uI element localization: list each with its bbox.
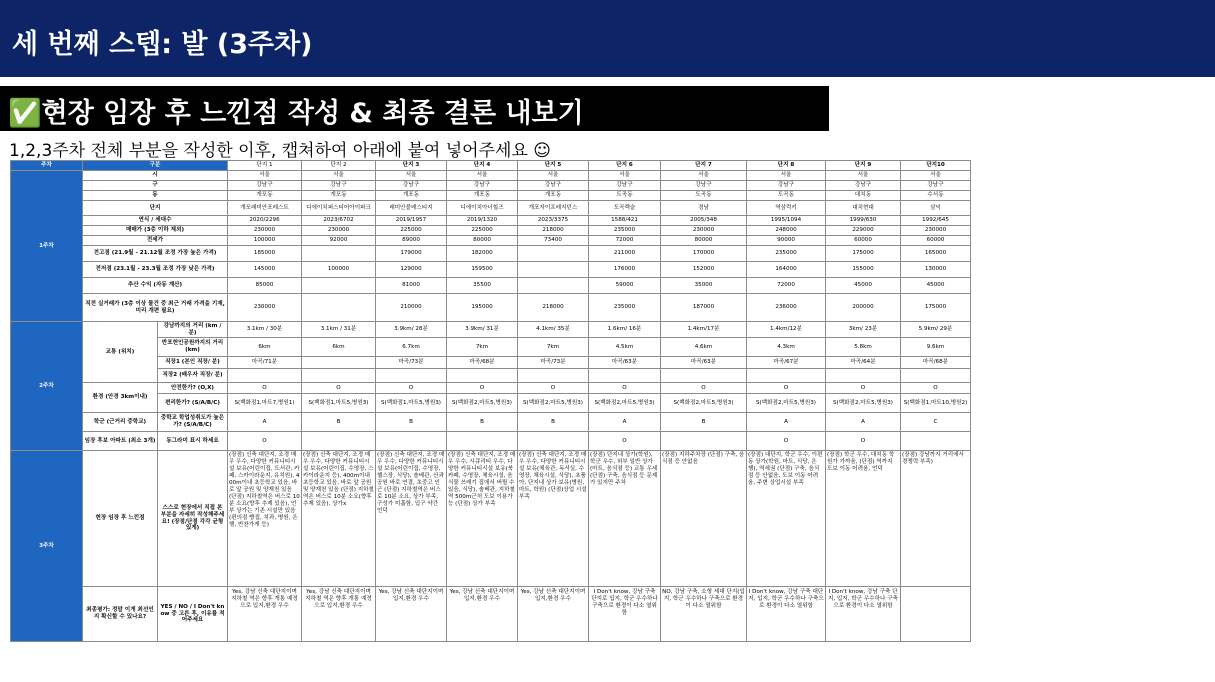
- table-cell: 230000: [228, 294, 302, 322]
- table-cell: 100000: [228, 236, 302, 246]
- table-cell: C: [901, 413, 971, 432]
- table-cell: 서울: [376, 171, 447, 181]
- table-cell: 195000: [447, 294, 518, 322]
- table-cell: 45000: [826, 278, 901, 294]
- table-cell: [447, 432, 518, 451]
- table-cell: 마곡/63분: [589, 357, 661, 369]
- group-label: 환경 (안경 3km이내): [83, 383, 158, 413]
- final-cell: I Don't know, 강남 구축 단지, 입지, 학군 우수하나 구축으로 환경이 다소 열위함: [826, 587, 901, 642]
- table-cell: 230000: [302, 226, 376, 236]
- final-cell: NO, 강남 구축, 소형 세대 단지(입지, 학군 우수하나 구축으로 환경이 다소 열위함: [661, 587, 747, 642]
- impression-cell: (장점) 신축 대단지, 조경 매우 우수, 시큐리티 우수, 다양한 커뮤니티시설 보유(북카페, 수영장, 체육시설, 음식물 쓰레기 집에서 버릴 수 있음, 식당), 솔베관, 지하철 역 500m근처 도보 이용가능 (단점) 상가 부족: [447, 451, 518, 587]
- table-cell: 서울: [901, 171, 971, 181]
- table-cell: O: [826, 432, 901, 451]
- complex-header: 단지 9: [826, 161, 901, 171]
- table-cell: A: [589, 413, 661, 432]
- table-cell: 129000: [376, 262, 447, 278]
- table-cell: A: [747, 413, 826, 432]
- table-cell: 서울: [661, 171, 747, 181]
- table-cell: O: [747, 383, 826, 394]
- table-cell: 185000: [228, 246, 302, 262]
- row-sublabel: YES / NO / I Don't know 중 고른 후, 이유를 적어주세요: [158, 587, 228, 642]
- table-row: [11, 413, 971, 432]
- row-label: 전세가: [83, 236, 228, 246]
- table-cell: [518, 432, 589, 451]
- table-cell: 래미안블레스티지: [376, 201, 447, 216]
- table-cell: O: [747, 432, 826, 451]
- final-cell: Yes, 강남 신축 대단지이며 입지,환경 우수: [376, 587, 447, 642]
- complex-header: 단지 4: [447, 161, 518, 171]
- table-cell: O: [901, 383, 971, 394]
- row-sublabel: 직장1 (본인 직장/ 분): [158, 357, 228, 369]
- table-cell: 90000: [747, 236, 826, 246]
- table-cell: 마곡/68분: [447, 357, 518, 369]
- table-cell: A: [228, 413, 302, 432]
- table-cell: 디에이치퍼스티어아이파크: [302, 201, 376, 216]
- table-cell: [661, 432, 747, 451]
- table-cell: A: [826, 413, 901, 432]
- table-cell: 대치현대: [826, 201, 901, 216]
- table-cell: [518, 262, 589, 278]
- row-label: 직전 실거래가 (3층 이상 물건 중 최근 거래 가격을 기재, 미리 개편 필요): [83, 294, 228, 322]
- week-header: 주차: [11, 161, 83, 171]
- table-cell: O: [228, 383, 302, 394]
- table-cell: 마곡/73분: [376, 357, 447, 369]
- table-cell: 강남구: [747, 181, 826, 191]
- spreadsheet-capture: [10, 160, 970, 670]
- table-cell: [302, 432, 376, 451]
- table-row: [11, 191, 971, 201]
- table-cell: 3.1km / 30분: [228, 322, 302, 338]
- table-cell: 3km/ 23분: [826, 322, 901, 338]
- table-row: [11, 432, 971, 451]
- table-cell: B: [661, 413, 747, 432]
- complex-header: 단지10: [901, 161, 971, 171]
- week-label: 2주차: [11, 322, 83, 451]
- table-cell: B: [376, 413, 447, 432]
- table-row: [11, 383, 971, 394]
- table-cell: 187000: [661, 294, 747, 322]
- table-cell: 165000: [901, 246, 971, 262]
- table-cell: 마곡/73분: [518, 357, 589, 369]
- section-banner: [0, 86, 829, 131]
- table-cell: 6km: [302, 338, 376, 357]
- row-sublabel: 동그라미 표시 하세요: [158, 432, 228, 451]
- table-cell: 6km: [228, 338, 302, 357]
- table-cell: 서울: [302, 171, 376, 181]
- table-cell: 개포래미안포레스트: [228, 201, 302, 216]
- final-cell: I Don't know, 강남 구축 대단지, 입지, 학군 우수하나 구축으로 환경이 다소 열위함: [747, 587, 826, 642]
- complex-header: 단지 6: [589, 161, 661, 171]
- table-cell: [518, 278, 589, 294]
- table-cell: 3.9km/ 28분: [376, 322, 447, 338]
- final-cell: Yes, 강남 신축 대단지이며 지하철 역은 향후 개통 예정으로 입지,환경 우수: [302, 587, 376, 642]
- table-cell: 175000: [901, 294, 971, 322]
- table-cell: 92000: [302, 236, 376, 246]
- table-row: [11, 322, 971, 338]
- table-cell: 179000: [376, 246, 447, 262]
- table-cell: 서울: [826, 171, 901, 181]
- table-cell: 7km: [518, 338, 589, 357]
- table-cell: 2020/2296: [228, 216, 302, 226]
- table-cell: 개포동: [302, 191, 376, 201]
- table-cell: 도곡렉슬: [589, 201, 661, 216]
- table-cell: 155000: [826, 262, 901, 278]
- table-cell: 7km: [447, 338, 518, 357]
- row-label: 전저점 (23.1월 - 23.3월 조정 가장 낮은 가격): [83, 262, 228, 278]
- table-row: [11, 181, 971, 191]
- table-cell: 45000: [901, 278, 971, 294]
- table-cell: S(백화점1,마트5,병원3): [376, 394, 447, 413]
- table-cell: 176000: [589, 262, 661, 278]
- table-cell: 강남구: [589, 181, 661, 191]
- table-header-row: [11, 161, 971, 171]
- table-cell: 230000: [901, 226, 971, 236]
- final-cell: Yes, 강남 신축 대단지이며 입지,환경 우수: [447, 587, 518, 642]
- table-cell: 개포동: [376, 191, 447, 201]
- group-label: 학군 (근거리 중학교): [83, 413, 158, 432]
- table-cell: S(백화점2,마트5,병원3): [826, 394, 901, 413]
- row-label: 연식 / 세대수: [83, 216, 228, 226]
- table-cell: 강남구: [376, 181, 447, 191]
- table-row: [11, 294, 971, 322]
- table-cell: O: [376, 383, 447, 394]
- table-cell: S(백화점1,마트5,병원3): [302, 394, 376, 413]
- table-cell: 마곡/67분: [747, 357, 826, 369]
- group-label: 임장 후보 아파트 (최소 3개): [83, 432, 158, 451]
- table-cell: 서울: [747, 171, 826, 181]
- table-cell: 마곡/64분: [826, 357, 901, 369]
- table-cell: 강남구: [302, 181, 376, 191]
- table-cell: 1992/645: [901, 216, 971, 226]
- final-cell: I Don't know, 강남 구축 단지로 입지, 학군 우수하나 구축으로 환경이 다소 열위함: [589, 587, 661, 642]
- impression-cell: (장점) 대단지, 학군 우수, 이편동 상가(학원, 마트, 식당, 은행), 역세권 (단점) 구축, 음식점 등 안없음, 도보 이동 어려움, 주변 상업시설 부족: [747, 451, 826, 587]
- table-cell: 마곡/68분: [901, 357, 971, 369]
- row-sublabel: 반포헌인공원까지의 거리 (km): [158, 338, 228, 357]
- table-cell: 서울: [518, 171, 589, 181]
- table-cell: 4.6km: [661, 338, 747, 357]
- category-header: 구분: [83, 161, 228, 171]
- table-cell: 도곡동: [661, 191, 747, 201]
- table-cell: B: [447, 413, 518, 432]
- table-cell: S(백화점2,마트5,병원3): [747, 394, 826, 413]
- table-cell: [901, 369, 971, 383]
- table-cell: 경남: [661, 201, 747, 216]
- table-cell: 마곡/71분: [228, 357, 302, 369]
- table-cell: 35000: [661, 278, 747, 294]
- table-cell: O: [302, 383, 376, 394]
- row-label: 전고점 (21.9월 - 21.12월 조정 가장 높은 가격): [83, 246, 228, 262]
- table-cell: S(백화점2,마트5,병원3): [589, 394, 661, 413]
- table-cell: 130000: [901, 262, 971, 278]
- table-cell: 1999/630: [826, 216, 901, 226]
- week-label: 3주차: [11, 451, 83, 642]
- table-cell: 170000: [661, 246, 747, 262]
- table-cell: 89000: [376, 236, 447, 246]
- table-cell: B: [302, 413, 376, 432]
- table-cell: 159500: [447, 262, 518, 278]
- table-row: [11, 236, 971, 246]
- table-cell: S(백화점1,마트7,병원1): [228, 394, 302, 413]
- table-cell: B: [518, 413, 589, 432]
- impression-cell: (장점) 단지내 상가(학원), 학군 우수, 외부 일반 상가(마트, 음식점 등) 교통 우세 (단점) 구축, 음식점 등 문제가 있지만 주차: [589, 451, 661, 587]
- table-cell: 200000: [826, 294, 901, 322]
- table-cell: O: [589, 383, 661, 394]
- table-cell: O: [661, 383, 747, 394]
- table-cell: 1.6km/ 16분: [589, 322, 661, 338]
- table-cell: [826, 369, 901, 383]
- impression-cell: (장점) 지하주차장 (단점) 구축, 음식점 등 안없음: [661, 451, 747, 587]
- group-label: 현장 임장 후 느낀점: [83, 451, 158, 587]
- table-cell: 1.4km/12분: [747, 322, 826, 338]
- page-title: 세 번째 스텝: 발 (3주차): [12, 29, 313, 60]
- table-cell: 2023/3375: [518, 216, 589, 226]
- table-cell: [589, 369, 661, 383]
- table-cell: 삼익: [901, 201, 971, 216]
- table-row: [11, 262, 971, 278]
- table-cell: 마곡/63분: [661, 357, 747, 369]
- impression-cell: (장점) 강남까지 거리에서 경쟁력 부족): [901, 451, 971, 587]
- impression-cell: (장점) 신축 대단지, 조경 매우 우수, 다양한 커뮤니티시설 보유(어린이집, 도서관, 카페, 스카이라운지, 유치원), 400m이내 초등학교 있음, 바로 앞 공원 및 양재천 있음 (단점) 지하철역은 버스로 10분 소요(향후 추제 있음), 언부 상가는 기존 시설만 있음(편의점 빵집, 치과, 병원, 은행, 반찬가게 등): [228, 451, 302, 587]
- group-label: 교통 (위치): [83, 322, 158, 383]
- table-cell: 60000: [826, 236, 901, 246]
- final-cell: Yes, 강남 신축 대단지이며 지하철 역은 향후 개통 예정으로 입지,환경 우수: [228, 587, 302, 642]
- table-cell: [376, 369, 447, 383]
- impression-cell: (장점) 신축 대단지, 조경 매우 우수, 다양한 커뮤니티시설 보유(어린이집, 수영장, 헬스장, 식당), 솔베관, 산과 공원 바로 연결, 초중고 인근 (단점) 지하철역은 버스로 10분 소요, 상가 부족, 구성가 미흡함, 입구 약간 언덕: [376, 451, 447, 587]
- table-row: [11, 587, 971, 642]
- header-bar: [0, 0, 1215, 77]
- table-cell: 235000: [747, 246, 826, 262]
- table-cell: 235000: [589, 294, 661, 322]
- table-cell: 강남구: [228, 181, 302, 191]
- week-label: 1주차: [11, 171, 83, 322]
- table-row: [11, 201, 971, 216]
- table-cell: [302, 278, 376, 294]
- table-cell: 182000: [447, 246, 518, 262]
- table-row: [11, 226, 971, 236]
- table-cell: 개포동: [518, 191, 589, 201]
- table-cell: 3.9km/ 31분: [447, 322, 518, 338]
- row-sublabel: 편리한가? (S/A/B/C): [158, 394, 228, 413]
- table-cell: 59000: [589, 278, 661, 294]
- table-cell: 164000: [747, 262, 826, 278]
- table-cell: 35500: [447, 278, 518, 294]
- table-cell: [518, 369, 589, 383]
- table-cell: [747, 369, 826, 383]
- instruction-text: 1,2,3주차 전체 부분을 작성한 이후, 캡쳐하여 아래에 붙여 넣어주세요 ☺: [9, 141, 551, 161]
- table-cell: 수서동: [901, 191, 971, 201]
- table-cell: O: [447, 383, 518, 394]
- row-sublabel: 스스로 현장에서 직접 본 부분을 자세히 작성해주세요! (장점/단점 각각 균형있게): [158, 451, 228, 587]
- table-cell: 4.5km: [589, 338, 661, 357]
- table-cell: S(백화점2,마트5,병원3): [661, 394, 747, 413]
- table-cell: [901, 432, 971, 451]
- table-cell: [228, 369, 302, 383]
- table-row: [11, 246, 971, 262]
- table-cell: 역삼럭키: [747, 201, 826, 216]
- table-cell: 강남구: [901, 181, 971, 191]
- table-cell: 210000: [376, 294, 447, 322]
- table-cell: 230000: [228, 226, 302, 236]
- table-cell: 248000: [747, 226, 826, 236]
- table-cell: 80000: [661, 236, 747, 246]
- complex-header: 단지 8: [747, 161, 826, 171]
- section-title: ✅현장 임장 후 느낀점 작성 & 최종 결론 내보기: [8, 98, 584, 129]
- table-cell: 4.3km: [747, 338, 826, 357]
- table-cell: 도곡동: [747, 191, 826, 201]
- table-cell: 152000: [661, 262, 747, 278]
- table-cell: S(백화점2,마트5,병원3): [447, 394, 518, 413]
- row-label: 구: [83, 181, 228, 191]
- table-cell: 1.4km/17분: [661, 322, 747, 338]
- table-cell: 81000: [376, 278, 447, 294]
- table-row: [11, 278, 971, 294]
- impression-cell: (장점) 학군 우수, 대치동 학원가 가까움, (단점) 역까지 도보 이동 어려움, 언덕: [826, 451, 901, 587]
- table-cell: 서울: [589, 171, 661, 181]
- table-cell: [302, 294, 376, 322]
- row-sublabel: 강남까지의 거리 (km / 분): [158, 322, 228, 338]
- table-cell: S(백화점1,마트10,병원2): [901, 394, 971, 413]
- final-cell: [901, 587, 971, 642]
- table-cell: 80000: [447, 236, 518, 246]
- table-cell: [376, 432, 447, 451]
- table-cell: 도곡동: [589, 191, 661, 201]
- row-label: 매매가 (3층 이하 제외): [83, 226, 228, 236]
- table-cell: 서울: [447, 171, 518, 181]
- table-cell: S(백화점2,마트5,병원3): [518, 394, 589, 413]
- table-cell: 대치동: [826, 191, 901, 201]
- table-row: [11, 216, 971, 226]
- table-cell: 211000: [589, 246, 661, 262]
- complex-header: 단지 2: [302, 161, 376, 171]
- table-cell: 72000: [589, 236, 661, 246]
- table-cell: 개포자이프레지던스: [518, 201, 589, 216]
- table-cell: O: [826, 383, 901, 394]
- table-cell: O: [518, 383, 589, 394]
- table-cell: 235000: [589, 226, 661, 236]
- table-cell: 개포동: [447, 191, 518, 201]
- row-sublabel: 중학교 학업성취도가 높은가? (S/A/B/C): [158, 413, 228, 432]
- table-cell: 서울: [228, 171, 302, 181]
- table-cell: [302, 246, 376, 262]
- table-cell: [447, 369, 518, 383]
- table-cell: 3.1km / 31분: [302, 322, 376, 338]
- table-cell: 2023/6702: [302, 216, 376, 226]
- table-cell: 60000: [901, 236, 971, 246]
- table-cell: 9.6km: [901, 338, 971, 357]
- table-cell: 2019/1320: [447, 216, 518, 226]
- table-cell: 강남구: [826, 181, 901, 191]
- table-cell: 73400: [518, 236, 589, 246]
- row-sublabel: 직장2 (배우자 직장/ 분): [158, 369, 228, 383]
- comparison-table: [10, 160, 971, 642]
- table-cell: 5.9km/ 29분: [901, 322, 971, 338]
- table-cell: 2019/1957: [376, 216, 447, 226]
- table-cell: 2005/348: [661, 216, 747, 226]
- table-cell: O: [589, 432, 661, 451]
- row-label: 단지: [83, 201, 228, 216]
- row-label: 시: [83, 171, 228, 181]
- table-cell: [302, 369, 376, 383]
- table-cell: 229000: [826, 226, 901, 236]
- impression-cell: (장점) 신축 대단지, 조경 매우 우수, 다양한 커뮤니티시설 보유(체육관, 독서실, 수영장, 체육시설, 식당), 초품아, 단지내 상가 보유(병원, 마트, 학원) (단점)상업 시설 부족: [518, 451, 589, 587]
- row-label: 동: [83, 191, 228, 201]
- table-row: [11, 451, 971, 587]
- table-cell: 72000: [747, 278, 826, 294]
- table-cell: 85000: [228, 278, 302, 294]
- table-cell: 218000: [518, 294, 589, 322]
- table-cell: 1995/1094: [747, 216, 826, 226]
- table-cell: 5.8km: [826, 338, 901, 357]
- table-cell: 강남구: [447, 181, 518, 191]
- group-label: 최종평가: 정말 이게 최선인지 확신할 수 있나요?: [83, 587, 158, 642]
- table-cell: 개포동: [228, 191, 302, 201]
- table-cell: 강남구: [518, 181, 589, 191]
- table-cell: [302, 357, 376, 369]
- table-cell: 145000: [228, 262, 302, 278]
- table-cell: 225000: [447, 226, 518, 236]
- table-cell: 175000: [826, 246, 901, 262]
- complex-header: 단지 3: [376, 161, 447, 171]
- table-cell: 225000: [376, 226, 447, 236]
- table-cell: 1588/421: [589, 216, 661, 226]
- table-row: [11, 171, 971, 181]
- table-cell: 4.1km/ 35분: [518, 322, 589, 338]
- table-cell: [518, 246, 589, 262]
- table-cell: 236000: [747, 294, 826, 322]
- table-cell: 디에이치아너힐즈: [447, 201, 518, 216]
- table-cell: 100000: [302, 262, 376, 278]
- table-cell: O: [228, 432, 302, 451]
- row-sublabel: 안전한가? (O,X): [158, 383, 228, 394]
- complex-header: 단지 1: [228, 161, 302, 171]
- table-cell: 강남구: [661, 181, 747, 191]
- complex-header: 단지 7: [661, 161, 747, 171]
- final-cell: Yes, 강남 신축 대단지이며 입지,환경 우수: [518, 587, 589, 642]
- impression-cell: (장점) 신축 대단지, 조경 매우 우수, 다양한 커뮤니티시설 보유(어린이집, 수영장, 스카이라운지 등), 400m이내 초등학교 있음, 바로 앞 공원 및 양재천 있음 (단점) 지하철역은 버스로 10분 소요(향후 추제 있음), 상가x: [302, 451, 376, 587]
- table-cell: [661, 369, 747, 383]
- table-cell: 230000: [661, 226, 747, 236]
- table-cell: 6.7km: [376, 338, 447, 357]
- complex-header: 단지 5: [518, 161, 589, 171]
- table-cell: 218000: [518, 226, 589, 236]
- row-label: 추산 수익 (자동 계산): [83, 278, 228, 294]
